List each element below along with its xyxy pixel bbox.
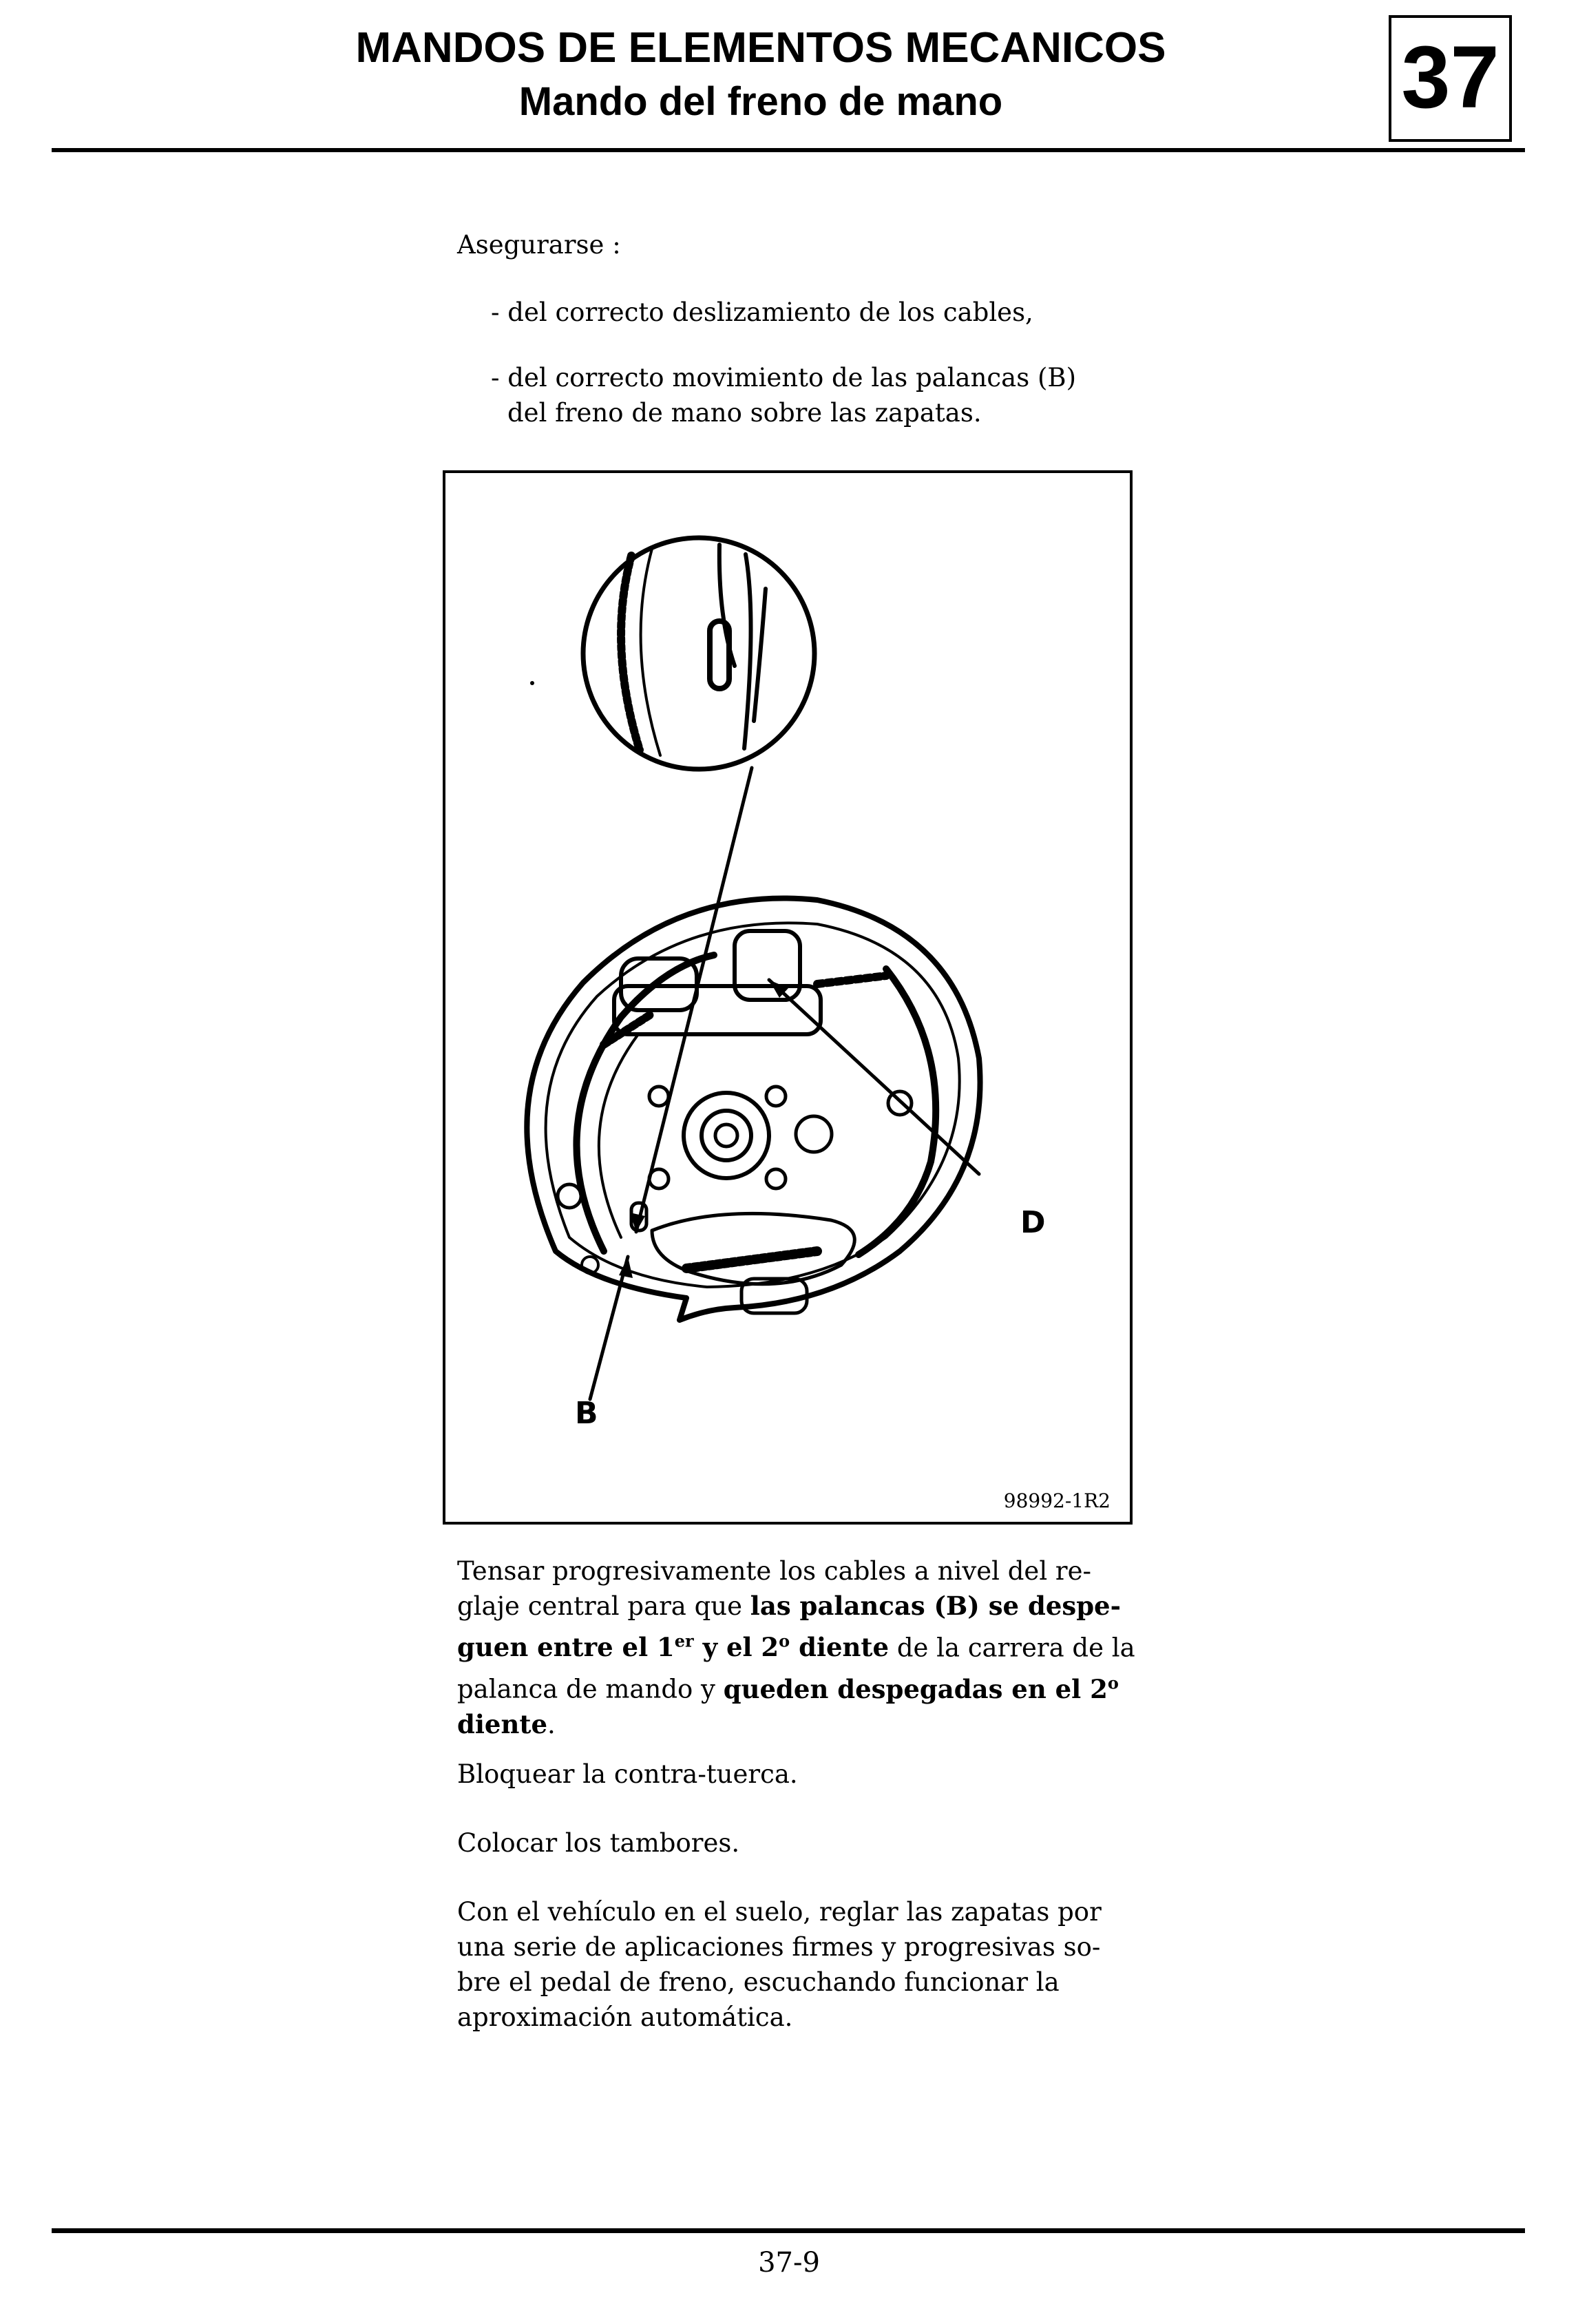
lock-nut-instruction: Bloquear la contra-tuerca. xyxy=(457,1759,798,1789)
adjust-line-1: Con el vehículo en el suelo, reglar las zapatas por xyxy=(457,1897,1102,1927)
adjust-line-3: bre el pedal de freno, escuchando funcionar la xyxy=(457,1967,1060,1997)
brake-drum-figure xyxy=(443,470,1133,1525)
adjust-line-2: una serie de aplicaciones firmes y progresivas so- xyxy=(457,1932,1101,1962)
tension-instructions xyxy=(457,1553,1173,1742)
callout-b: B xyxy=(575,1396,598,1431)
footer-rule xyxy=(52,2228,1525,2233)
tension-line-1: Tensar progresivamente los cables a nivel del re- xyxy=(457,1556,1092,1586)
check-item-cables: - del correcto deslizamiento de los cables, xyxy=(491,297,1033,327)
brake-assembly-drawing xyxy=(445,473,1130,1522)
tension-line-3: guen entre el 1er y el 2$^o$ diente de la carrera de la xyxy=(457,1631,1135,1663)
callout-d: D xyxy=(1020,1205,1046,1240)
check-item-levers-line2: del freno de mano sobre las zapatas. xyxy=(507,398,982,428)
check-item-levers xyxy=(491,360,1076,430)
header-rule xyxy=(52,148,1525,152)
check-item-levers-line1: - del correcto movimiento de las palancas (B) xyxy=(491,363,1077,392)
fit-drums-instruction: Colocar los tambores. xyxy=(457,1828,740,1858)
ensure-heading: Asegurarse : xyxy=(457,230,621,260)
adjust-shoes-instructions xyxy=(457,1894,1173,2035)
page-number: 37-9 xyxy=(758,2247,820,2279)
tension-line-4: palanca de mando y queden despegadas en el 2$^o$ xyxy=(457,1673,1119,1704)
section-subtitle: Mando del freno de mano xyxy=(518,79,1003,124)
adjust-line-4: aproximación automática. xyxy=(457,2002,793,2032)
tension-line-2: glaje central para que las palancas (B) se despe- xyxy=(457,1591,1121,1621)
section-title: MANDOS DE ELEMENTOS MECANICOS xyxy=(355,24,1166,72)
figure-reference: 98992-1R2 xyxy=(1003,1489,1111,1512)
tension-line-5: diente. xyxy=(457,1708,556,1739)
chapter-number-box: 37 xyxy=(1389,15,1512,142)
